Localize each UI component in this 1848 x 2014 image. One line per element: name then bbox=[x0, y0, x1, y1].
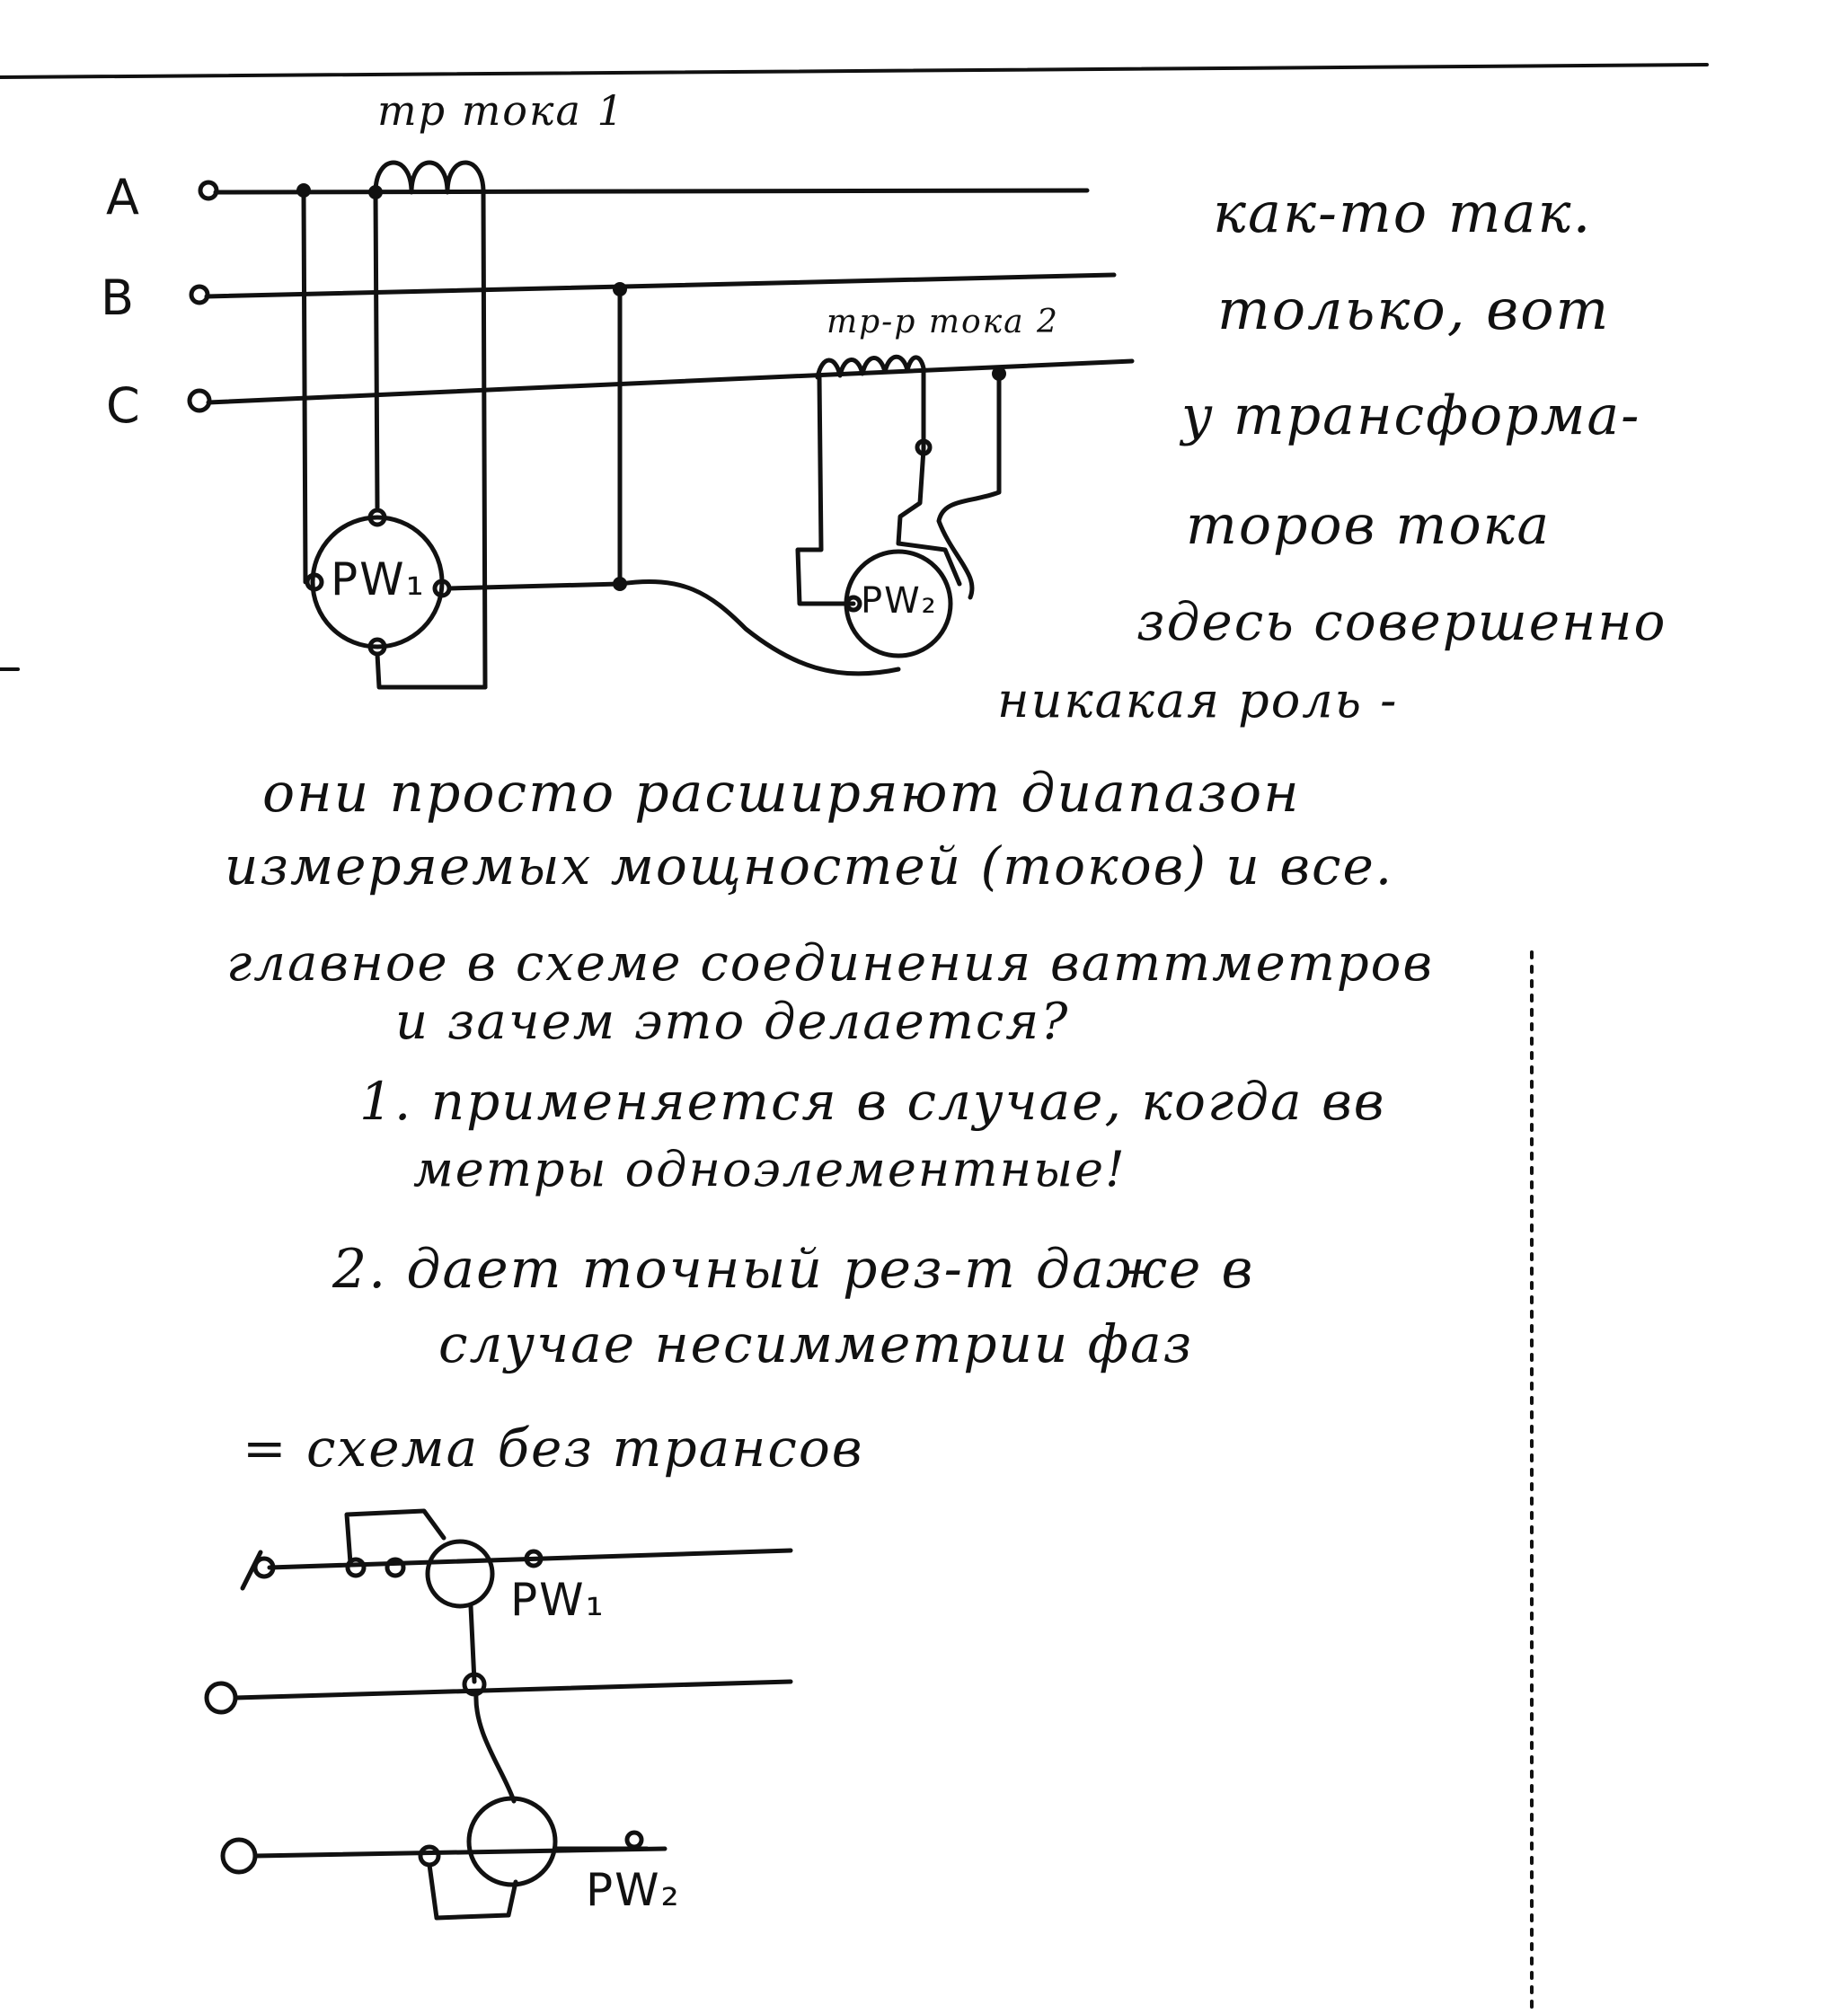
body-note-line-1: они просто расширяют диапазон bbox=[262, 762, 1301, 825]
ct2-lead-left bbox=[798, 377, 853, 604]
voltage-lead-a bbox=[304, 190, 305, 582]
diagram2-lines bbox=[207, 1550, 791, 1872]
terminal-b bbox=[191, 287, 208, 303]
body-note-line-8: случае несимметрии фаз bbox=[438, 1313, 1194, 1374]
b-to-pw2-lead-2 bbox=[476, 1694, 514, 1801]
body-note-line-6: метры одноэлементные! bbox=[413, 1141, 1127, 1197]
side-note-line-2: только, вот bbox=[1217, 277, 1611, 342]
pw1-to-b-lead bbox=[449, 584, 620, 588]
junction-dot bbox=[614, 283, 626, 296]
pw1-voltage-lead bbox=[471, 1606, 474, 1682]
ct1-coil bbox=[376, 163, 483, 192]
body-note-line-2: измеряемых мощностей (токов) и все. bbox=[225, 835, 1394, 897]
phase-b-label: B bbox=[101, 269, 137, 326]
diagram2-pw2-label: PW₂ bbox=[586, 1864, 681, 1916]
pw2-current-loop bbox=[429, 1865, 516, 1918]
ct1-lead-right bbox=[483, 192, 485, 687]
diagram1-lines bbox=[190, 182, 1132, 411]
diagram2-pw1-circle bbox=[428, 1541, 492, 1606]
body-note-line-3: главное в схеме соединения ваттметров bbox=[226, 934, 1434, 993]
diagram2-subtitle: = схема без трансов bbox=[243, 1418, 864, 1479]
phase-a-line bbox=[216, 190, 1087, 192]
pw1-label: PW₁ bbox=[331, 553, 426, 605]
junction-dot bbox=[297, 184, 310, 197]
diagram2-line-2 bbox=[235, 1682, 791, 1698]
side-note-line-5: здесь совершенно bbox=[1136, 591, 1667, 652]
body-note-line-4: и зачем это делается? bbox=[395, 993, 1070, 1051]
side-note-line-4: торов тока bbox=[1186, 494, 1552, 557]
junction-dot bbox=[369, 186, 382, 199]
pw1-bottom-lead bbox=[377, 654, 485, 687]
ct1-lead-left bbox=[376, 192, 377, 508]
diagram2-pw2-circle bbox=[469, 1798, 555, 1885]
terminal bbox=[627, 1833, 641, 1847]
phase-c-line bbox=[208, 361, 1132, 402]
terminal bbox=[207, 1683, 235, 1712]
terminal bbox=[420, 1847, 438, 1865]
ct2-label: тр-р тока 2 bbox=[827, 304, 1059, 340]
terminal-c bbox=[190, 391, 209, 411]
side-note-line-6: никакая роль - bbox=[997, 672, 1399, 729]
diagram2-pw1-label: PW₁ bbox=[510, 1574, 606, 1626]
body-note-line-5: 1. применяется в случае, когда вв bbox=[359, 1071, 1386, 1132]
phase-a-label: A bbox=[106, 169, 141, 225]
side-note-line-3: у трансформа- bbox=[1181, 384, 1641, 447]
terminal bbox=[223, 1840, 255, 1872]
phase-b-line bbox=[207, 275, 1114, 296]
terminal-a bbox=[200, 182, 217, 199]
pw1-current-loop bbox=[347, 1511, 444, 1563]
phase-c-label: C bbox=[106, 377, 142, 434]
terminal bbox=[348, 1559, 364, 1576]
page-top-edge-line bbox=[0, 65, 1707, 77]
pw2-label: PW₂ bbox=[861, 580, 938, 622]
ct1-label: тр тока 1 bbox=[377, 86, 625, 135]
body-note-line-7: 2. дает точный рез-т даже в bbox=[332, 1238, 1255, 1301]
c-to-pw2-lead bbox=[939, 374, 999, 597]
b-to-pw2-lead bbox=[620, 581, 898, 674]
side-note-line-1: как-то так. bbox=[1213, 180, 1593, 245]
